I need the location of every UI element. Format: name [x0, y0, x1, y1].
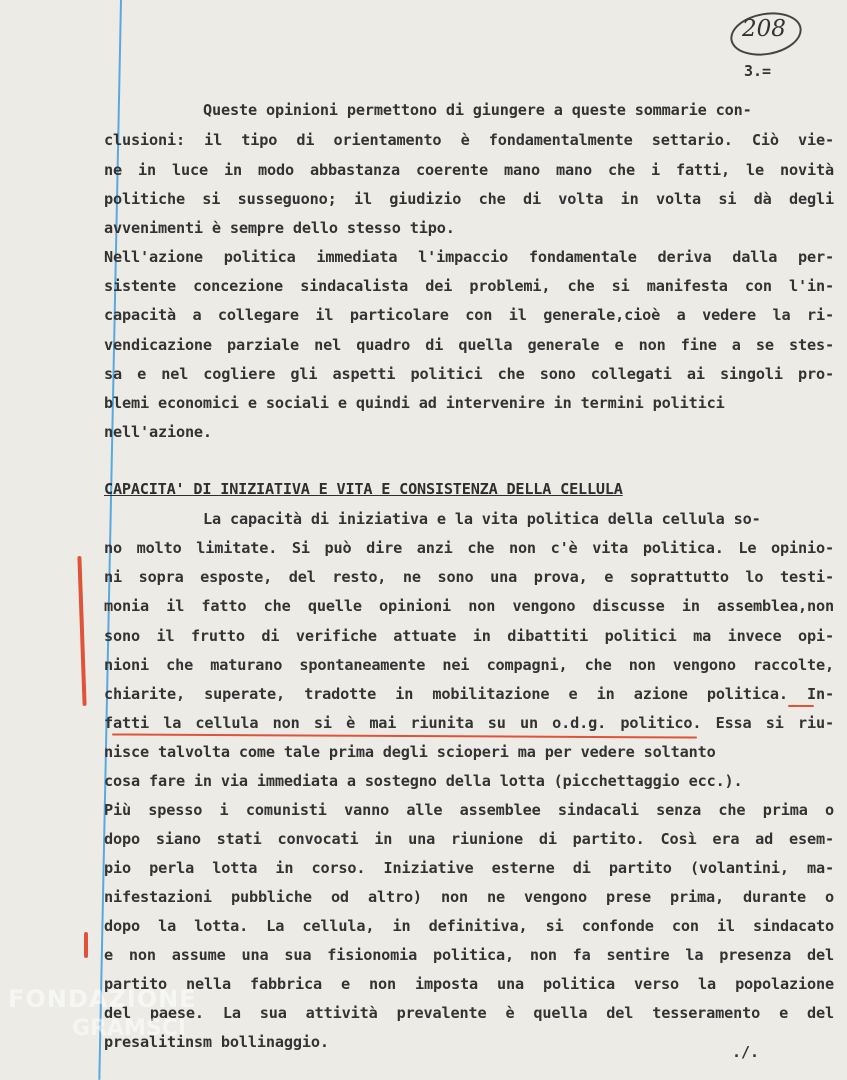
text-line: dopo siano stati convocati in una riunione di partito. Così era ad esem- [104, 830, 834, 848]
text-line: Nell'azione politica immediata l'impaccio fondamentale deriva dalla per- [104, 248, 834, 266]
text-line: politiche si susseguono; il giudizio che di volta in volta si dà degli [104, 190, 834, 208]
text-line: Queste opinioni permettono di giungere a queste sommarie con- [203, 101, 752, 119]
text-line: e non assume una sua fisionomia politica, non fa sentire la presenza del [104, 946, 834, 964]
watermark-text: FONDAZIONE [8, 985, 197, 1013]
text-line: La capacità di iniziativa e la vita politica della cellula so- [203, 510, 761, 528]
text-line: nifestazioni pubbliche od altro) non ne vengono prese prima, durante o [104, 888, 834, 906]
text-line: fatti la cellula non si è mai riunita su un o.d.g. politico. Essa si riu- [104, 714, 834, 732]
red-margin-tick [84, 932, 88, 958]
text-line: blemi economici e sociali e quindi ad intervenire in termini politici [104, 394, 725, 412]
section-heading: CAPACITA' DI INIZIATIVA E VITA E CONSISTENZA DELLA CELLULA [104, 480, 623, 498]
text-line: partito nella fabbrica e non imposta una politica verso la popolazione [104, 975, 834, 993]
text-line: vendicazione parziale nel quadro di quella generale e non fine a se stes- [104, 336, 834, 354]
text-line: ni sopra esposte, del resto, ne sono una prova, e soprattutto lo testi- [104, 568, 834, 586]
text-line: dopo la lotta. La cellula, in definitiva, si confonde con il sindacato [104, 917, 834, 935]
text-line: del paese. La sua attività prevalente è quella del tesseramento e del [104, 1004, 834, 1022]
text-line: presalitinsm bollinaggio. [104, 1033, 329, 1051]
text-line: avvenimenti è sempre dello stesso tipo. [104, 219, 455, 237]
text-line: nell'azione. [104, 423, 212, 441]
text-line: no molto limitate. Si può dire anzi che non c'è vita politica. Le opinio- [104, 539, 834, 557]
text-line: clusioni: il tipo di orientamento è fondamentalmente settario. Ciò vie- [104, 131, 834, 149]
text-line: monia il fatto che quelle opinioni non vengono discusse in assemblea,non [104, 597, 834, 615]
red-margin-mark [77, 556, 86, 706]
text-line: nisce talvolta come tale prima degli scioperi ma per vedere soltanto [104, 743, 716, 761]
text-line: sa e nel cogliere gli aspetti politici che sono collegati ai singoli pro- [104, 365, 834, 383]
handwritten-page-number: 208 [742, 16, 786, 42]
continuation-mark: ./. [732, 1043, 760, 1061]
text-line: sono il frutto di verifiche attuate in dibattiti politici ma invece opi- [104, 627, 834, 645]
text-line: nioni che maturano spontaneamente nei compagni, che non vengono raccolte, [104, 656, 834, 674]
text-line: Più spesso i comunisti vanno alle assemblee sindacali senza che prima o [104, 801, 834, 819]
text-line: sistente concezione sindacalista dei problemi, che si manifesta con l'in- [104, 277, 834, 295]
text-line: capacità a collegare il particolare con il generale,cioè a vedere la ri- [104, 306, 834, 324]
red-underline-long [112, 733, 697, 738]
text-line: pio perla lotta in corso. Iniziative esterne di partito (volantini, ma- [104, 859, 834, 877]
typed-page-number: 3.= [744, 62, 772, 80]
watermark-text: GRAMSCI [72, 1016, 187, 1041]
text-line: ne in luce in modo abbastanza coerente mano mano che i fatti, le novità [104, 161, 834, 179]
red-underline-short [788, 705, 814, 707]
text-line: cosa fare in via immediata a sostegno della lotta (picchettaggio ecc.). [104, 772, 743, 790]
text-line: chiarite, superate, tradotte in mobilitazione e in azione politica. In- [104, 685, 834, 703]
